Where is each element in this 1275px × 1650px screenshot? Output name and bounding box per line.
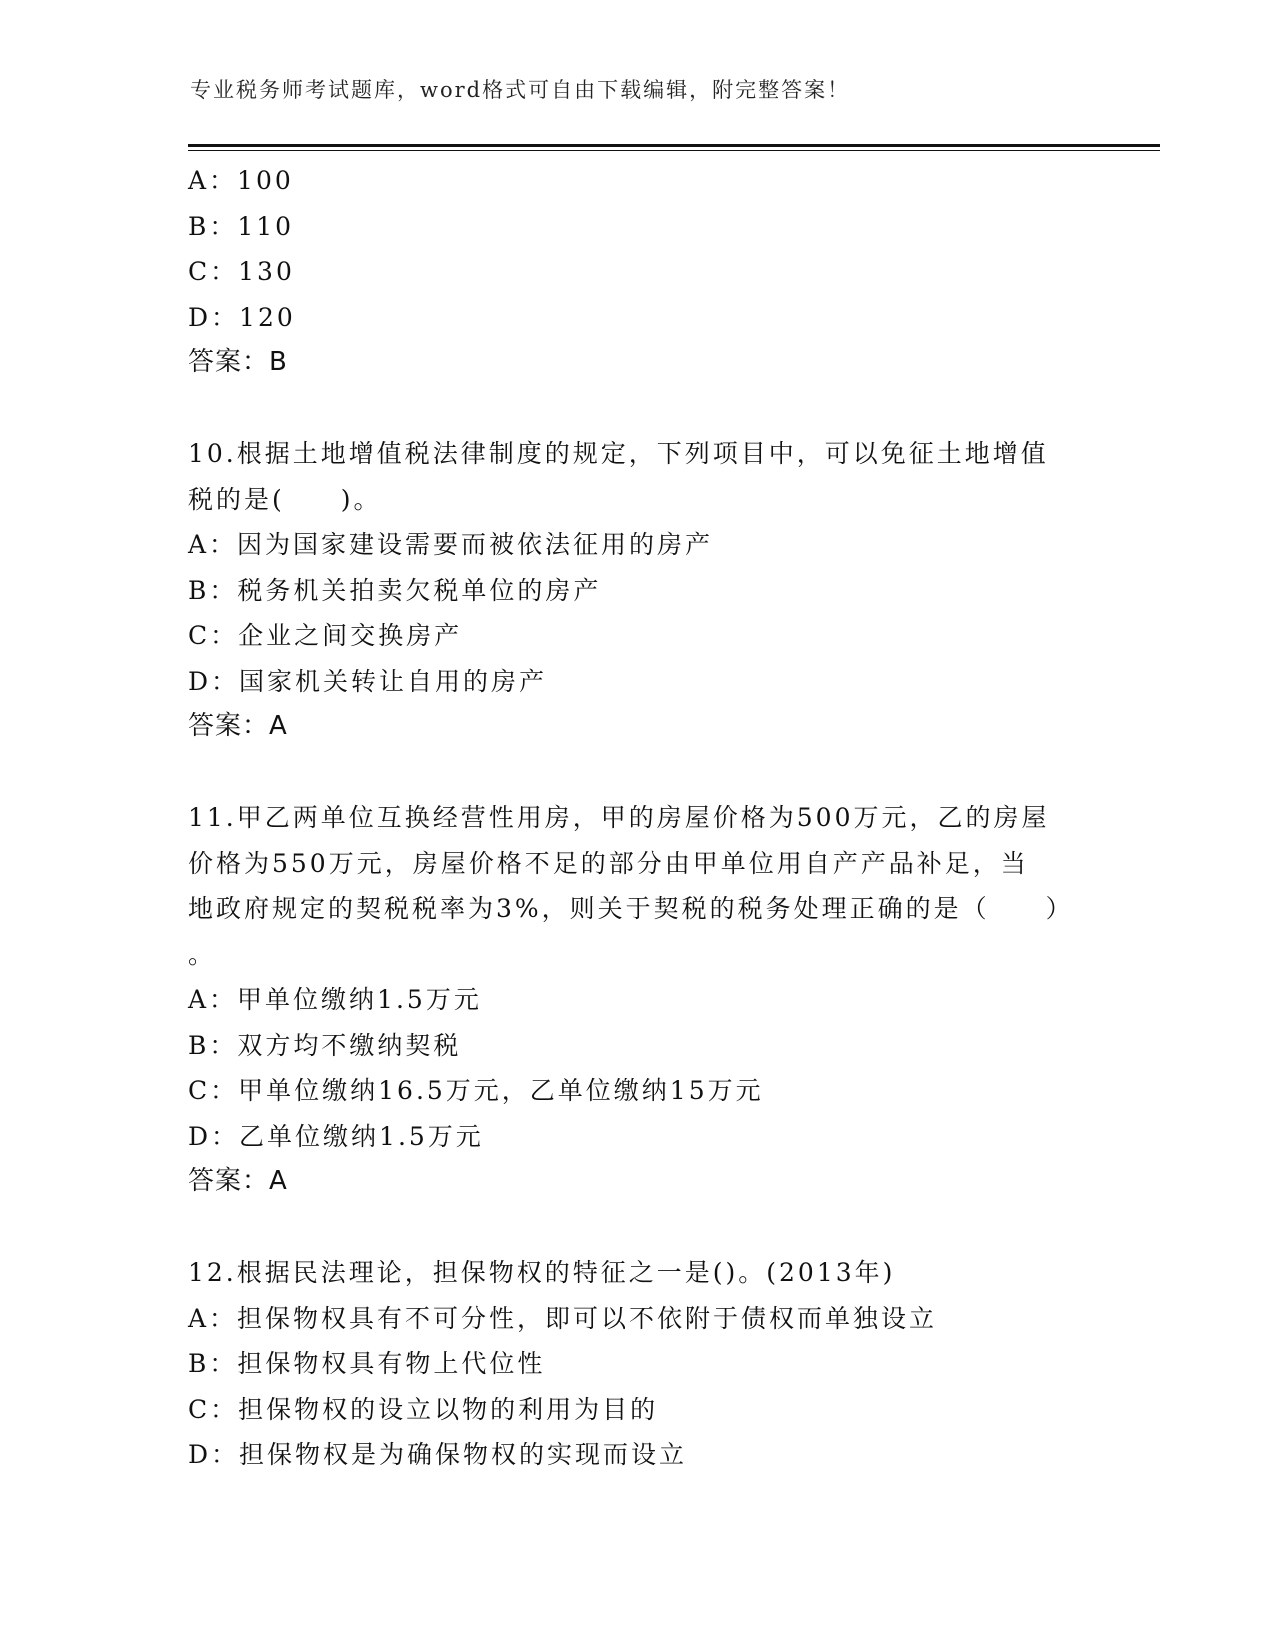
question-stem-line: 地政府规定的契税税率为3%，则关于契税的税务处理正确的是（ ）	[188, 894, 1074, 923]
option-b: B：税务机关拍卖欠税单位的房产	[188, 575, 602, 605]
header-divider-thick	[188, 144, 1160, 147]
question-stem-line: 。	[188, 939, 217, 969]
option-a: A：担保物权具有不可分性，即可以不依附于债权而单独设立	[188, 1303, 938, 1333]
option-b: B：110	[188, 211, 295, 241]
document-body	[188, 158, 1088, 1478]
option-c: C：担保物权的设立以物的利用为目的	[188, 1394, 659, 1424]
question-stem-line: 税的是( )。	[188, 484, 382, 514]
question-stem-line: 12.根据民法理论，担保物权的特征之一是()。(2013年)	[188, 1258, 896, 1287]
option-a: A：100	[188, 166, 294, 195]
question-stem-line: 10.根据土地增值税法律制度的规定，下列项目中，可以免征土地增值	[188, 439, 1049, 468]
question-12	[188, 1250, 1088, 1478]
page-header: 专业税务师考试题库，word格式可自由下载编辑，附完整答案！	[190, 78, 851, 102]
question-stem-line: 11.甲乙两单位互换经营性用房，甲的房屋价格为500万元，乙的房屋	[188, 803, 1050, 832]
option-d: D：国家机关转让自用的房产	[188, 666, 548, 696]
option-b: B：担保物权具有物上代位性	[188, 1349, 546, 1378]
option-d: D：乙单位缴纳1.5万元	[188, 1121, 484, 1151]
answer-line: 答案：B	[188, 347, 288, 377]
header-divider-thin	[188, 150, 1160, 151]
spacer	[188, 1205, 1088, 1251]
question-10	[188, 431, 1088, 750]
option-d: D：担保物权是为确保物权的实现而设立	[188, 1440, 688, 1469]
spacer	[188, 386, 1088, 432]
option-b: B：双方均不缴纳契税	[188, 1030, 462, 1060]
question-9	[188, 158, 1088, 386]
option-c: C：130	[188, 257, 295, 286]
spacer	[188, 750, 1088, 796]
answer-line: 答案：A	[188, 711, 288, 741]
option-d: D：120	[188, 302, 296, 332]
option-c: C：甲单位缴纳16.5万元，乙单位缴纳15万元	[188, 1076, 764, 1105]
option-a: A：甲单位缴纳1.5万元	[188, 985, 482, 1014]
option-c: C：企业之间交换房产	[188, 621, 463, 650]
question-11	[188, 795, 1088, 1205]
question-stem-line: 价格为550万元，房屋价格不足的部分由甲单位用自产产品补足，当	[188, 848, 1029, 878]
answer-line: 答案：A	[188, 1166, 288, 1196]
option-a: A：因为国家建设需要而被依法征用的房产	[188, 530, 714, 559]
